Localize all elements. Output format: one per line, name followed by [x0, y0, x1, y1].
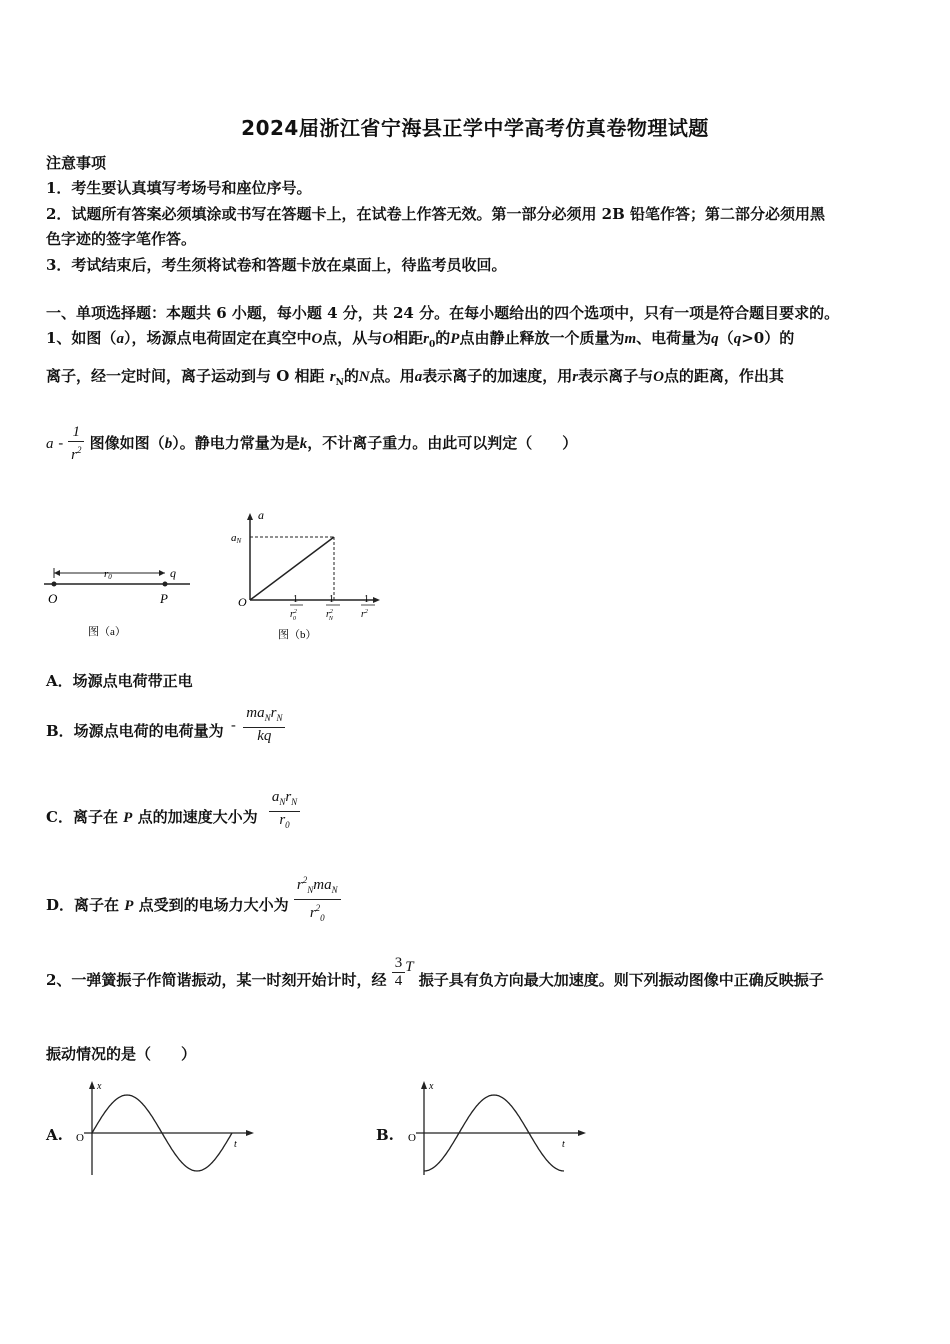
graph-b-t-label: t — [562, 1139, 565, 1150]
fig-b-line — [250, 537, 334, 600]
q2-stem-line2: 振动情况的是（ ） — [46, 1045, 197, 1063]
fig-b-a-label: a — [258, 508, 264, 522]
option-b-fraction: $\frac{ma_Nr_N}{kq}$ — [243, 705, 285, 745]
graph-a-t-label: t — [234, 1139, 237, 1150]
fig-a-p-label: P — [160, 591, 168, 606]
q2-stem-line1: 2、一弹簧振子作简谐振动，某一时刻开始计时，经 $\frac{3}{4}$ T 振子具有负方向最大加速度。则下列振动图像中正确反映振子 — [46, 955, 824, 989]
q1-option-d: D．离子在 P 点受到的电场力大小为 $\frac{r^2_Nma_N}{r^2_0}$ — [46, 872, 341, 927]
q2-option-a-graph — [70, 1075, 260, 1180]
fig-b-tick2-den: $r^2$ N — [326, 609, 333, 622]
notice-item: 2．试题所有答案必须填涂或书写在答题卡上，在试卷上作答无效。第一部分必须用 2B 铅笔作答；第二部分必须用黑 — [46, 205, 826, 223]
fig-a-point-o — [52, 582, 57, 587]
notice-item: 色字迹的签字笔作答。 — [46, 230, 197, 248]
q2-fraction: $\frac{3}{4}$ — [392, 955, 406, 990]
notice-item: 1．考生要认真填写考场号和座位序号。 — [46, 179, 312, 197]
fig-b-tick1-den: $r^2$ 0 — [290, 609, 297, 622]
q1-option-b: B．场源点电荷的电荷量为 - $\frac{ma_Nr_N}{kq}$ — [46, 705, 285, 745]
option-d-fraction: $\frac{r^2_Nma_N}{r^2_0}$ — [294, 872, 341, 927]
graph-a-origin: O — [76, 1132, 84, 1144]
notice-item: 3．考试结束后，考生须将试卷和答题卡放在桌面上，待监考员收回。 — [46, 256, 507, 274]
q1-option-a: A．场源点电荷带正电 — [46, 672, 193, 690]
notice-heading: 注意事项 — [46, 154, 107, 172]
fig-a-point-p — [163, 582, 168, 587]
graph-a-x-label: x — [97, 1081, 102, 1092]
fig-a-r0-label: r0 — [104, 568, 112, 581]
fig-b-caption: 图（b） — [278, 629, 317, 641]
fig-b-tick3-den: $r^2$ — [361, 609, 368, 620]
page-title: 2024届浙江省宁海县正学中学高考仿真卷物理试题 — [241, 116, 709, 140]
q1-stem-line1: 1、如图（a），场源点电荷固定在真空中O点，从与O相距$r_0$的P点由静止释放一个质量为m、电荷量为q（q>0）的 — [46, 329, 795, 350]
fig-b-tick1-num: 1 — [293, 594, 298, 605]
q2-option-b-graph — [402, 1075, 592, 1180]
fraction-1-over-r2: $\frac{1}{r^2}$ — [68, 424, 84, 464]
graph-b-origin: O — [408, 1132, 416, 1144]
fig-b-o-label: O — [238, 595, 247, 609]
graph-b-x-label: x — [429, 1081, 434, 1092]
figure-b — [228, 505, 388, 645]
q2-option-b-label: B. — [376, 1126, 394, 1144]
q1-stem-line3: a - $\frac{1}{r^2}$ 图像如图（b）。静电力常量为是k，不计离子重力。由此可以判定（ ） — [46, 424, 578, 463]
fig-b-tick3-num: 1 — [364, 594, 369, 605]
q2-option-a-label: A. — [46, 1126, 63, 1144]
figure-a — [40, 555, 200, 645]
section-heading: 一、单项选择题：本题共 6 小题，每小题 4 分，共 24 分。在每小题给出的四个选项中，只有一项是符合题目要求的。 — [46, 304, 840, 322]
q1-option-c: C．离子在 P 点的加速度大小为 $\frac{a_Nr_N}{r_0}$ — [46, 789, 300, 834]
q1-stem-line2: 离子，经一定时间，离子运动到与 O 相距 $r_N$的N点。用a表示离子的加速度，用r表示离子与O点的距离，作出其 — [46, 367, 784, 388]
fig-a-caption: 图（a） — [88, 626, 126, 638]
option-c-fraction: $\frac{a_Nr_N}{r_0}$ — [269, 789, 300, 834]
fig-b-tick2-num: 1 — [329, 594, 334, 605]
fig-a-q-label: q — [170, 566, 176, 580]
fig-a-o-label: O — [48, 591, 58, 606]
fig-b-an-label: aN — [231, 532, 242, 545]
